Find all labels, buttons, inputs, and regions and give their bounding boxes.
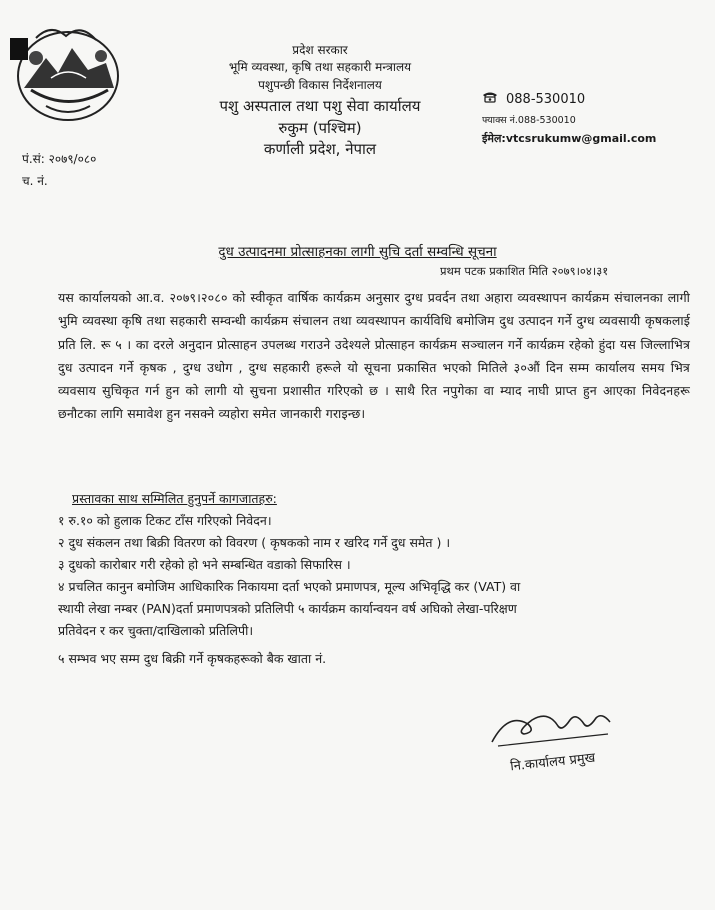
list-item: ५ सम्भव भए सम्म दुध बिक्री गर्ने कृषकहरूको बैक खाता नं. <box>58 651 327 666</box>
nepal-emblem-logo <box>6 18 126 128</box>
fax-number: फ्याक्स नं.088-530010 <box>482 115 576 126</box>
list-item: १ रु.१० को हुलाक टिकट टाँस गरिएको निवेदन। <box>58 513 272 528</box>
list-item: प्रतिवेदन र कर चुक्ता/दाखिलाको प्रतिलिपी। <box>58 623 254 638</box>
documents-heading: प्रस्तावका साथ सम्मिलित हुनुपर्ने कागजातहरु: <box>72 491 277 506</box>
documents-list <box>58 510 678 670</box>
notice-title: दुध उत्पादनमा प्रोत्साहनका लागी सुचि दर्ता सम्वन्धि सूचना <box>218 244 497 260</box>
letter-number: पं.सं: २०७९/०८० <box>22 152 97 166</box>
letterhead-province: कर्णाली प्रदेश, नेपाल <box>263 140 377 158</box>
list-item: ३ दुधको कारोबार गरी रहेको हो भने सम्बन्धित वडाको सिफारिस । <box>58 557 351 572</box>
list-item: स्थायी लेखा नम्बर (PAN)दर्ता प्रमाणपत्रको प्रतिलिपी ५ कार्यक्रम कार्यान्वयन वर्ष अघिको लेखा-परिक्षण <box>58 601 517 616</box>
handwritten-signature <box>488 702 618 750</box>
list-item: ४ प्रचलित कानुन बमोजिम आधिकारिक निकायमा दर्ता भएको प्रमाणपत्र, मूल्य अभिवृद्धि कर (VAT) वा <box>58 579 521 594</box>
publish-date: प्रथम पटक प्रकाशित मिति २०७९।०४।३१ <box>440 264 609 278</box>
letterhead-ministry: भूमि व्यवस्था, कृषि तथा सहकारी मन्त्रालय <box>228 60 412 74</box>
list-item: २ दुध संकलन तथा बिक्री वितरण को विवरण ( कृषकको नाम र खरिद गर्ने दुध समेत ) । <box>58 535 451 550</box>
contact-block <box>482 90 707 147</box>
letterhead-directorate: पशुपन्छी विकास निर्देशनालय <box>258 78 382 92</box>
letterhead-district: रुकुम (पश्चिम) <box>278 119 362 137</box>
phone-number: 088-530010 <box>506 92 586 107</box>
letterhead-government: प्रदेश सरकार <box>292 43 348 57</box>
notice-body: यस कार्यालयको आ.व. २०७९।२०८० को स्वीकृत वार्षिक कार्यक्रम अनुसार दुग्ध प्रवर्दन तथा अहारा व्यवस्थापन कार्यक्रम संचालनका लागी भुमि व्यवस्था कृषि तथा सहकारी सम्वन्धी कार्यक्रम संचालन तथा व्यवस्थापन कार्यविधि बमोजिम दुध उत्पादन गर्ने दुग्ध व्यवसायी कृषकलाई प्रति लि. रू ५ । का दरले अनुदान प्रोत्साहन उपलब्ध गराउने उदेश्यले प्रोत्साहन कार्यक्रम सञ्चालन गर्ने कार्यक्रम रहेको हुंदा यस जिल्लाभित्र दुध उत्पादन गर्ने कृषक , दुग्ध उधोग , दुग्ध सहकारी हरूले यो सूचना प्रकासित भएको मितिले ३०औं दिन सम्म कार्यालय समय भित्र व्यवसाय सुचिकृत गर्न हुन को लागी यो सुचना प्रशासीत गरिएको छ । साथै रित नपुगेका वा म्याद नाघी प्राप्त हुन आएका निवेदनहरू छनौटका लागि समावेश हुन नसक्ने व्यहोरा समेत जानकारी गराइन्छ। <box>58 290 690 422</box>
email-address: ईमेल:vtcsrukumw@gmail.com <box>482 132 657 145</box>
dispatch-number: च. नं. <box>22 174 48 188</box>
letterhead-office: पशु अस्पताल तथा पशु सेवा कार्यालय <box>219 97 421 115</box>
telephone-icon <box>482 90 500 110</box>
signatory-title: नि.कार्यालय प्रमुख <box>509 750 596 775</box>
